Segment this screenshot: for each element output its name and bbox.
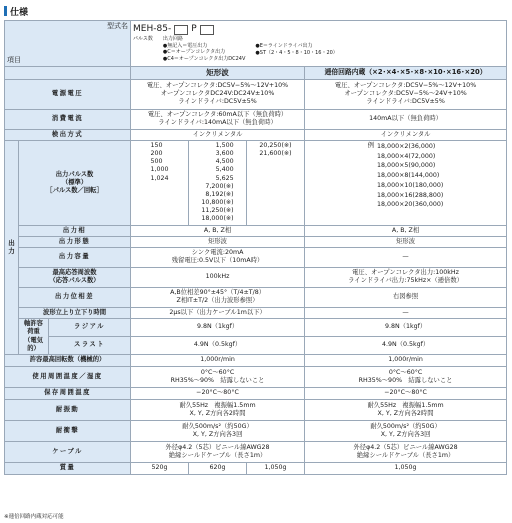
row-shape: 出力形態 矩形波 矩形波 [5,236,507,247]
row-phase-diff: 出力位相差 A,B位相差90°±45°（T/4±T/8） Z相IT±T/2（出力波形参照） 右図参照 [5,287,507,307]
label-op-env: 使用周囲温度／湿度 [5,366,131,387]
spec-table [4,20,507,475]
label-freq: 最高応答周波数 （応答パルス数） [19,267,131,287]
row-freq: 最高応答周波数 （応答パルス数） 100kHz 電圧、オープンコレクタ出力:100kHz ラインドライバ出力:75kHz×（逓倍数） [5,267,507,287]
pulses-col3: 20,250(※) 21,600(※) [247,140,305,225]
pulse-box [174,25,188,35]
row-current: 消費電流 電圧、オープンコレクタ:60mA以下（無負荷時） ラインドライバ:140mA以下（無負荷時） 140mA以下（無負荷時） [5,109,507,129]
subheader-row [5,67,507,80]
label-pulses: 出力パルス数 （標準） ［パルス数／回転］ [19,140,131,225]
row-detect: 検出方式 インクリメンタル インクリメンタル [5,129,507,140]
row-cable: ケーブル 外径φ4.2（5芯）ビニール線AWG28 絶縁シールドケーブル（長さ1m） 外径φ4.2（5芯）ビニール線AWG28 絶縁シールドケーブル（長さ1m） [5,441,507,462]
section-title [4,4,28,18]
label-shape: 出力形態 [19,236,131,247]
col-mult-header: 逓倍回路内蔵（×2･×4･×5･×8･×10･×16･×20） [305,67,507,80]
row-vibration: 耐振動 耐久55Hz 複振幅1.5mm X, Y, Z方向各2時間 耐久55Hz 複振幅1.5mm X, Y, Z方向各2時間 [5,399,507,420]
label-capacity: 出力容量 [19,247,131,267]
row-rise: 波形立上り立下り時間 2μs以下（出力ケーブル1m以下） — [5,307,507,318]
row-storage: 保存周囲温度 −20°C〜80°C −20°C〜80°C [5,387,507,399]
label-cable: ケーブル [5,441,131,462]
model-cell [131,21,507,67]
model-label: 型式名 [107,22,129,31]
label-radial: ラジアル [49,319,131,337]
row-radial: 軸許容荷重 （電気的） ラジアル 9.8N（1kgf） 9.8N（1kgf） [5,319,507,337]
label-storage: 保存周囲温度 [5,387,131,399]
row-max-rpm: 許容最高回転数（機械的） 1,000r/min 1,000r/min [5,354,507,366]
label-phase-diff: 出力位相差 [19,287,131,307]
label-max-rpm: 許容最高回転数（機械的） [5,354,131,366]
label-phase: 出力相 [19,225,131,236]
legend-left: パルス数 [133,35,153,42]
footnote: ※逓倍回路内蔵対応可能 [4,514,64,520]
legend-output: 出力回路 ●無記入＝電圧出力 ●C＝オープンコレクタ出力 ●C4＝オープンコレクタ出力DC24V [162,35,246,63]
header-row [5,21,507,67]
label-current: 消費電流 [5,109,131,129]
pulses-col1: 150 200 500 1,000 1,024 [131,140,189,225]
label-load: 軸許容荷重 （電気的） [19,319,49,355]
legend-right: ●E＝ラインドライバ出力 ●ST（2・4・5・8・10・16・20） [255,42,338,56]
label-shock: 耐衝撃 [5,420,131,441]
row-power: 電源電圧 電圧、オープンコレクタ:DC5V−5%〜12V+10% オープンコレクタDC24V:DC24V±10% ラインドライバ:DC5V±5% 電圧、オープンコレクタ:DC5V−5%〜12V+10% オープンコレクタ:DC5V−5%〜24V+10% ラインドライバ:DC5V±5% [5,79,507,109]
row-thrust: スラスト 4.9N（0.5kgf） 4.9N（0.5kgf） [5,337,507,355]
item-label: 項目 [7,55,21,64]
row-op-env: 使用周囲温度／湿度 0°C〜60°C RH35%〜90% 結露しないこと 0°C〜60°C RH35%〜90% 結露しないこと [5,366,507,387]
col-rect-header: 矩形波 [131,67,305,80]
title-marker [4,6,7,16]
label-rise: 波形立上り立下り時間 [19,307,131,318]
label-thrust: スラスト [49,337,131,355]
row-shock: 耐衝撃 耐久500m/s²（約50G） X, Y, Z方向各3回 耐久500m/s²（約50G） X, Y, Z方向各3回 [5,420,507,441]
row-capacity: 出力容量 シンク電流:20mA 残留電圧:0.5V以下（10mA時） — [5,247,507,267]
label-mass: 質量 [5,462,131,474]
output-side-label: 出力 [5,140,19,354]
label-vibration: 耐振動 [5,399,131,420]
pulses-mult: 例 18,000×2(36,000) 18,000×4(72,000) 18,000×5(90,000) 18,000×8(144,000) 18,000×10(180,000) 18,000×16(288,800) 18,000×20(360,000) [305,140,507,225]
label-detect: 検出方式 [5,129,131,140]
model-code: MEH-85- P [133,24,504,36]
row-pulses [5,140,507,225]
row-phase: 出力相 A, B, Z相 A, B, Z相 [5,225,507,236]
pulses-col2: 1,500 3,600 4,500 5,400 5,625 7,200(※) 8,192(※) 10,800(※) 11,250(※) 18,000(※) [189,140,247,225]
title-text: 仕様 [10,7,29,18]
label-power: 電源電圧 [5,79,131,109]
output-box [200,25,214,35]
header-corner [5,21,131,67]
row-mass: 質量 520g 620g 1,050g 1,050g [5,462,507,474]
